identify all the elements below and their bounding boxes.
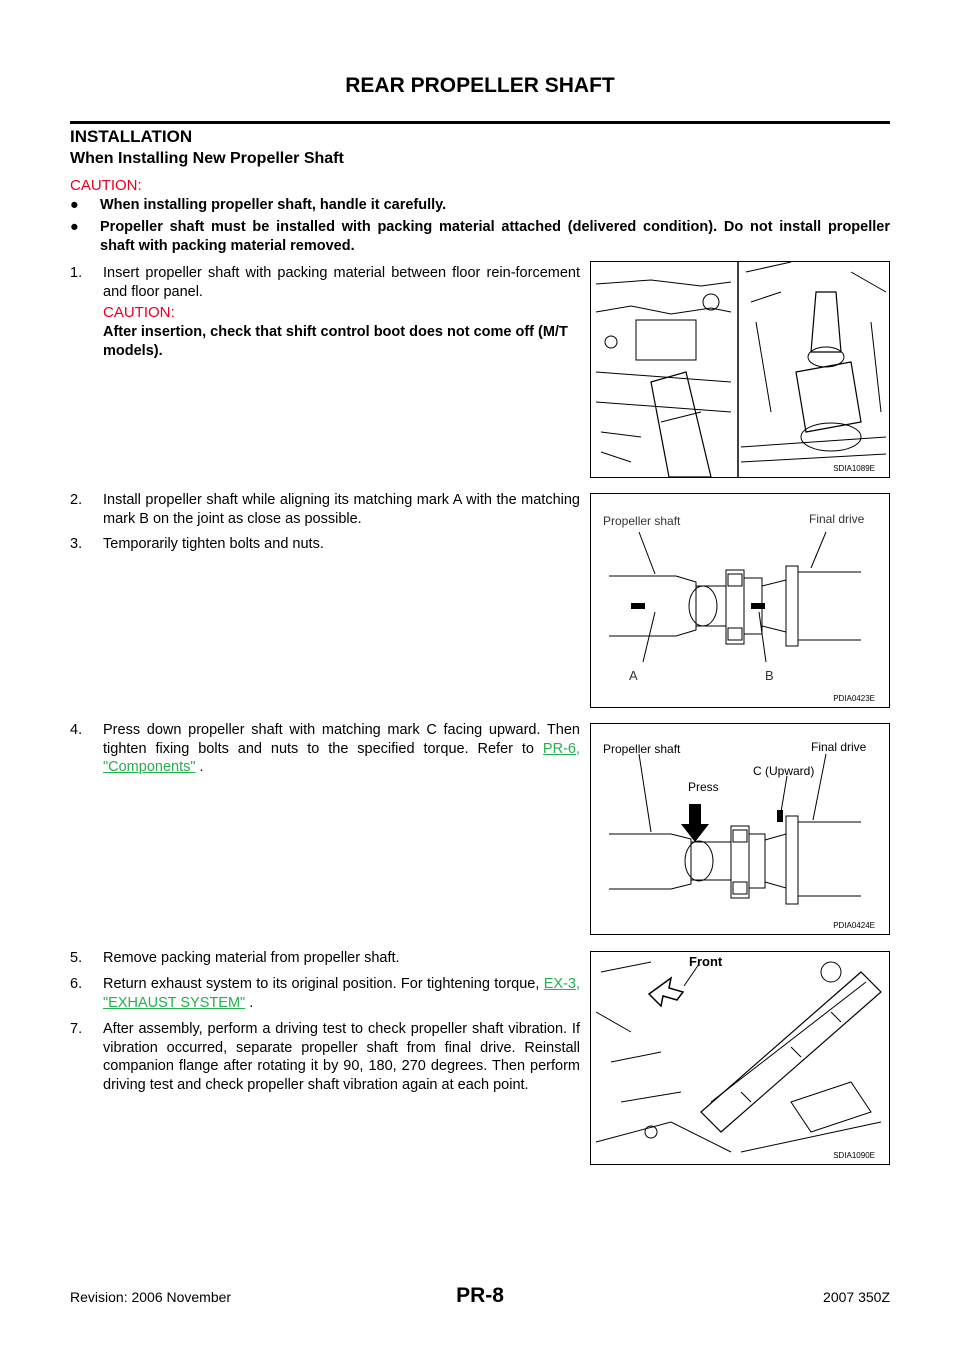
step-text: Temporarily tighten bolts and nuts. xyxy=(103,536,324,552)
footer-model: 2007 350Z xyxy=(823,1289,890,1305)
label-propeller-shaft: Propeller shaft xyxy=(603,742,681,756)
label-final-drive: Final drive xyxy=(809,512,865,526)
figure-code: PDIA0423E xyxy=(833,694,875,703)
page-title: REAR PROPELLER SHAFT xyxy=(345,74,615,97)
figure-press-down xyxy=(590,723,890,935)
caution-bullet xyxy=(70,196,890,215)
page-number: PR-8 xyxy=(456,1284,504,1307)
bullet-icon: ● xyxy=(70,197,79,213)
label-final-drive: Final drive xyxy=(811,740,867,754)
step-text: Insert propeller shaft with packing material between floor rein-forcement and floor panel. xyxy=(103,265,580,300)
section-heading: INSTALLATION xyxy=(70,127,193,146)
label-propeller-shaft: Propeller shaft xyxy=(603,514,681,528)
label-mark-b: B xyxy=(765,668,774,683)
step-text: Install propeller shaft while aligning its matching mark A with the matching mark B on the joint as close as possible. xyxy=(103,492,580,527)
label-press: Press xyxy=(688,780,719,794)
figure-code: PDIA0424E xyxy=(833,921,875,930)
label-mark-c: C (Upward) xyxy=(753,764,815,778)
step-1-caution-text: After insertion, check that shift control boot does not come off (M/T models). xyxy=(103,324,568,359)
caution-bullet-text: Propeller shaft must be installed with packing material attached (delivered condition). Do not install propeller shaft with packing material removed. xyxy=(100,219,890,254)
label-front: Front xyxy=(689,954,723,969)
link-exhaust-system[interactable]: EX-3, "EXHAUST SYSTEM" xyxy=(103,976,580,1011)
figure-underbody xyxy=(590,951,890,1165)
step-text: After assembly, perform a driving test to check propeller shaft vibration. If vibration occurred, separate propeller shaft from final drive. Reinstall companion flange after rotating it by 90, 180, 270 degrees. Then perform driving test and check propeller shaft vibration again at each point. xyxy=(103,1021,580,1093)
figure-shaft-insertion xyxy=(590,261,890,478)
figure-code: SDIA1089E xyxy=(833,464,875,473)
caution-bullet-text: When installing propeller shaft, handle it carefully. xyxy=(100,197,447,213)
step-text: Return exhaust system to its original position. For tightening torque, EX-3, "EXHAUST SYSTEM" . xyxy=(103,976,580,1011)
section-subheading: When Installing New Propeller Shaft xyxy=(70,150,344,167)
header-rule xyxy=(70,121,890,124)
link-components[interactable]: PR-6, "Components" xyxy=(103,740,580,775)
figure-code: SDIA1090E xyxy=(833,1151,875,1160)
caution-bullet xyxy=(70,218,890,256)
step-1-caution-label: CAUTION: xyxy=(103,304,175,321)
footer-revision: Revision: 2006 November xyxy=(70,1289,232,1305)
shaft-insertion-illustration xyxy=(591,262,889,477)
caution-label: CAUTION: xyxy=(70,177,142,194)
underbody-illustration xyxy=(591,952,889,1164)
step-text: Remove packing material from propeller shaft. xyxy=(103,950,400,966)
step-text: Press down propeller shaft with matching mark C facing upward. Then tighten fixing bolts and nuts to the specified torque. Refer to PR-6, "Components" . xyxy=(103,722,580,775)
figure-matching-marks xyxy=(590,493,890,708)
bullet-icon: ● xyxy=(70,219,79,235)
label-mark-a: A xyxy=(629,668,638,683)
